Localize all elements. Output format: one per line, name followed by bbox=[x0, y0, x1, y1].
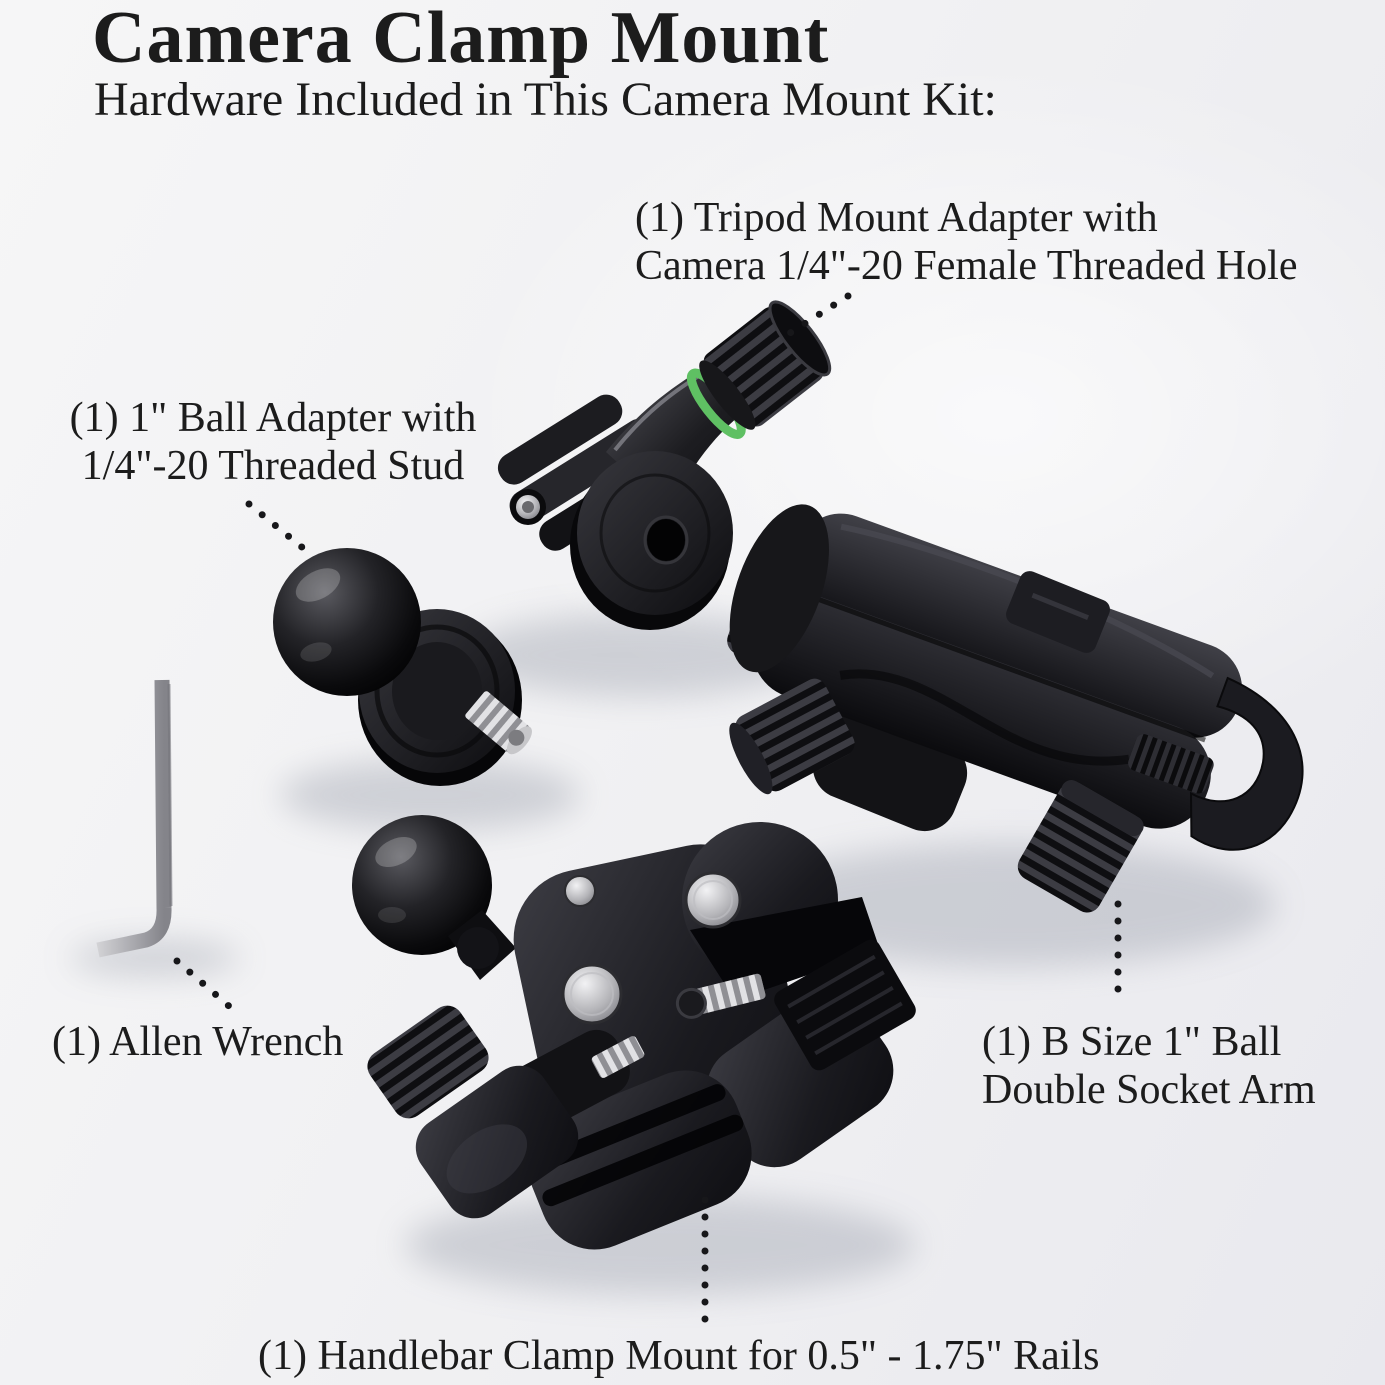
callout-double-socket-arm-line2: Double Socket Arm bbox=[982, 1067, 1316, 1114]
callout-allen-wrench: (1) Allen Wrench bbox=[52, 1019, 344, 1065]
one-inch-ball-adapter-photo bbox=[273, 548, 536, 786]
callout-tripod-adapter-line1: (1) Tripod Mount Adapter with bbox=[635, 195, 1158, 241]
callout-ball-adapter-line1: (1) 1" Ball Adapter with bbox=[69, 395, 477, 441]
callout-double-socket-arm bbox=[982, 1018, 1316, 1115]
allen-wrench-photo bbox=[98, 680, 171, 950]
page-subtitle: Hardware Included in This Camera Mount Kit: bbox=[94, 73, 997, 126]
callout-tripod-adapter bbox=[635, 194, 1297, 291]
page-title: Camera Clamp Mount bbox=[92, 0, 830, 79]
callout-handlebar-clamp: (1) Handlebar Clamp Mount for 0.5" - 1.75" Rails bbox=[258, 1333, 1100, 1379]
leader-line-ball-adapter bbox=[249, 504, 303, 548]
handlebar-clamp-mount-photo bbox=[352, 815, 919, 1266]
callout-double-socket-arm-line1: (1) B Size 1" Ball bbox=[982, 1019, 1282, 1065]
callout-ball-adapter bbox=[58, 394, 488, 491]
callout-ball-adapter-line2: 1/4"-20 Threaded Stud bbox=[81, 443, 465, 490]
callout-tripod-adapter-line2: Camera 1/4"-20 Female Threaded Hole bbox=[635, 243, 1298, 290]
